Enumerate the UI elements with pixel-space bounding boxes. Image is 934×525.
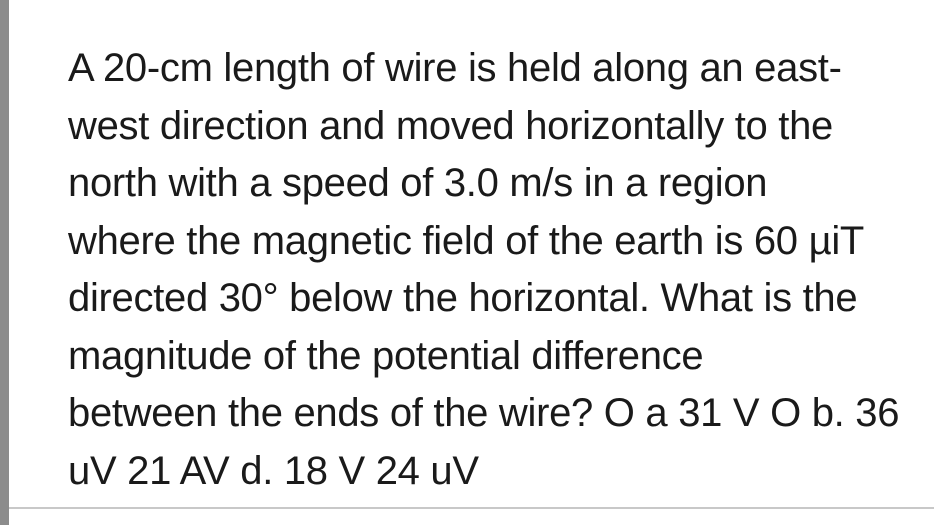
question-text [68,40,918,500]
divider [9,507,934,509]
question-line: between the ends of the wire? O a 31 V O b. 36 [68,391,900,435]
left-edge-bar [0,0,9,525]
question-line: uV 21 AV d. 18 V 24 uV [68,448,479,493]
question-line: directed 30° below the horizontal. What is the [68,276,858,320]
question-line: where the magnetic field of the earth is 60 µiT [68,218,865,263]
question-line: north with a speed of 3.0 m/s in a region [68,161,768,205]
question-line: magnitude of the potential difference [68,333,704,378]
question-line: west direction and moved horizontally to the [68,103,834,148]
question-line: A 20-cm length of wire is held along an east- [68,46,842,90]
